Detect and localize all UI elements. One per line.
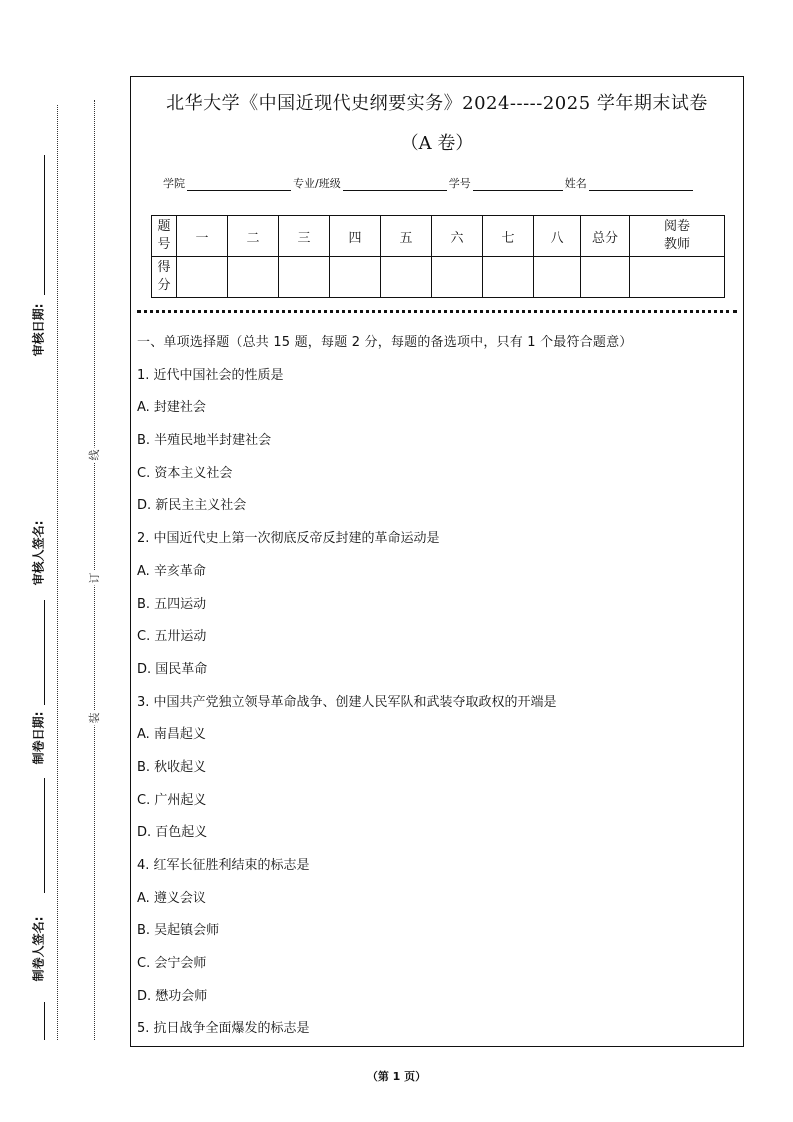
option: C. 五卅运动 <box>137 629 207 645</box>
question-stem: 4. 红军长征胜利结束的标志是 <box>137 858 310 873</box>
question-stem: 5. 抗日战争全面爆发的标志是 <box>137 1021 310 1037</box>
score-cell-grader[interactable] <box>630 257 725 298</box>
option: A. 遵义会议 <box>137 890 206 906</box>
option: B. 五四运动 <box>137 596 207 612</box>
name-label: 姓名 <box>564 177 587 190</box>
maker-sign-label: 制卷人签名: <box>31 916 46 982</box>
option: B. 秋收起义 <box>137 759 207 775</box>
score-cell[interactable] <box>432 257 483 298</box>
student-info-row <box>163 175 695 191</box>
exam-frame <box>130 76 744 1047</box>
major-field[interactable] <box>343 178 447 191</box>
grader-label: 阅卷教师 <box>663 219 690 252</box>
col-header: 五 <box>381 216 432 257</box>
college-label: 学院 <box>163 177 185 190</box>
question-stem: 2. 中国近代史上第一次彻底反帝反封建的革命运动是 <box>137 531 440 547</box>
question-stem: 3. 中国共产党独立领导革命战争、创建人民军队和武装夺取政权的开端是 <box>137 694 557 710</box>
score-cell[interactable] <box>330 257 381 298</box>
col-header-total: 总分 <box>581 216 630 257</box>
maker-sign-blank <box>44 1002 45 1040</box>
score-cell[interactable] <box>534 257 581 298</box>
section-separator <box>137 310 737 313</box>
score-table-header-row <box>152 216 725 257</box>
row-label-score: 得分 <box>152 257 177 298</box>
col-header: 七 <box>483 216 534 257</box>
option: A. 封建社会 <box>137 400 206 416</box>
col-header: 三 <box>279 216 330 257</box>
score-cell-total[interactable] <box>581 257 630 298</box>
binding-mark-zhuang: 装 <box>88 712 101 724</box>
row-label-question-no: 题号 <box>152 216 177 257</box>
page-number: （第 1 页） <box>366 1070 427 1083</box>
option: D. 新民主主义社会 <box>137 498 247 514</box>
score-cell[interactable] <box>177 257 228 298</box>
score-cell[interactable] <box>483 257 534 298</box>
score-cell[interactable] <box>381 257 432 298</box>
option: C. 广州起义 <box>137 792 207 808</box>
option: B. 半殖民地半封建社会 <box>137 433 272 449</box>
major-label: 专业/班级 <box>293 177 341 190</box>
student-no-field[interactable] <box>473 178 563 191</box>
score-table <box>151 215 725 298</box>
make-date-blank <box>44 778 45 893</box>
score-table-score-row <box>152 257 725 298</box>
exam-subtitle: （A 卷） <box>400 133 474 154</box>
college-field[interactable] <box>187 178 291 191</box>
option: D. 百色起义 <box>137 825 208 841</box>
question-stem: 1. 近代中国社会的性质是 <box>137 367 284 383</box>
name-field[interactable] <box>589 178 693 191</box>
reviewer-sign-label: 审核人签名: <box>31 520 46 586</box>
col-header-grader <box>630 216 725 257</box>
col-header: 二 <box>228 216 279 257</box>
make-date-label: 制卷日期: <box>31 711 46 765</box>
option: D. 国民革命 <box>137 661 208 677</box>
binding-mark-ding: 订 <box>88 572 101 584</box>
section-heading: 一、单项选择题（总共 15 题，每题 2 分，每题的备选项中，只有 1 个最符合题意） <box>137 335 633 350</box>
score-cell[interactable] <box>279 257 330 298</box>
option: D. 懋功会师 <box>137 988 208 1004</box>
binding-mark-xian: 线 <box>88 449 101 461</box>
col-header: 四 <box>330 216 381 257</box>
col-header: 一 <box>177 216 228 257</box>
student-no-label: 学号 <box>448 177 471 190</box>
option: C. 会宁会师 <box>137 956 207 972</box>
score-cell[interactable] <box>228 257 279 298</box>
question-list <box>137 333 739 1052</box>
reviewer-sign-blank <box>44 600 45 705</box>
binding-dotted-line-left <box>57 105 58 1040</box>
exam-title: 北华大学《中国近现代史纲要实务》2024-----2025 学年期末试卷 <box>166 93 708 114</box>
review-date-blank <box>44 155 45 295</box>
col-header: 八 <box>534 216 581 257</box>
review-date-label: 审核日期: <box>31 303 46 357</box>
option: B. 吴起镇会师 <box>137 923 220 939</box>
option: A. 辛亥革命 <box>137 563 206 579</box>
option: A. 南昌起义 <box>137 727 206 743</box>
col-header: 六 <box>432 216 483 257</box>
option: C. 资本主义社会 <box>137 465 233 481</box>
